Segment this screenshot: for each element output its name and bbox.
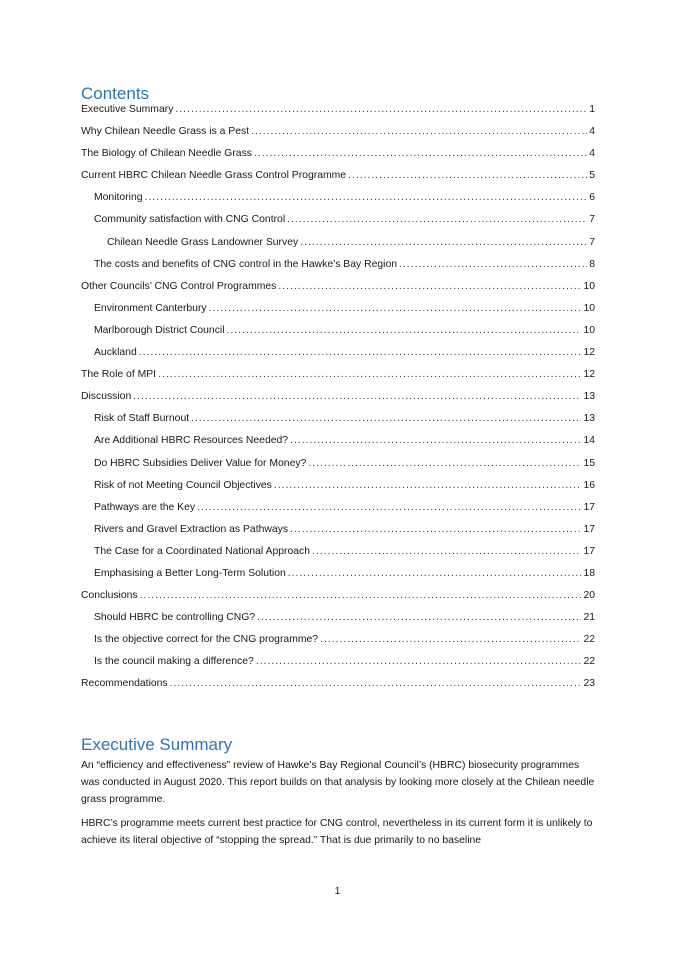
toc-leader-dots [197,502,581,513]
toc-entry-page-number: 20 [583,590,595,602]
toc-leader-dots [145,192,588,203]
toc-leader-dots [227,325,582,336]
toc-entry[interactable] [81,347,595,369]
toc-leader-dots [300,237,587,248]
toc-entry-page-number: 10 [583,324,595,336]
toc-entry-page-number: 21 [583,612,595,624]
toc-leader-dots [139,347,582,358]
toc-entry-label: Discussion [81,391,132,403]
toc-entry[interactable] [81,413,595,435]
toc-entry-label: The Case for a Coordinated National Approach [94,545,311,557]
toc-leader-dots [312,546,581,557]
toc-entry-label: Rivers and Gravel Extraction as Pathways [94,523,289,535]
toc-entry[interactable] [81,480,595,502]
toc-leader-dots [287,214,587,225]
toc-leader-dots [209,303,582,314]
toc-entry[interactable] [81,104,595,126]
toc-entry[interactable] [81,458,595,480]
toc-entry[interactable] [81,546,595,568]
toc-entry-page-number: 18 [583,567,595,579]
toc-leader-dots [308,458,581,469]
toc-leader-dots [274,480,582,491]
toc-entry[interactable] [81,148,595,170]
toc-entry[interactable] [81,303,595,325]
toc-entry-label: Auckland [94,347,137,359]
toc-entry-page-number: 22 [583,634,595,646]
toc-entry-label: Pathways are the Key [94,501,196,513]
toc-entry[interactable] [81,502,595,524]
toc-leader-dots [348,170,587,181]
page-number: 1 [334,886,341,897]
toc-leader-dots [288,568,582,579]
toc-leader-dots [133,391,581,402]
executive-summary-paragraph-2: HBRC’s programme meets current best practice for CNG control, nevertheless in its current form it is unlikely to achieve its literal objective of “stopping the spread.” That is due primarily to no baseline [81,818,593,846]
toc-entry-label: Chilean Needle Grass Landowner Survey [107,236,299,248]
toc-entry-page-number: 12 [583,369,595,381]
toc-entry[interactable] [81,656,595,678]
toc-entry-page-number: 7 [589,214,595,226]
toc-entry[interactable] [81,590,595,612]
executive-summary-heading: Executive Summary [81,735,233,754]
toc-entry[interactable] [81,325,595,347]
toc-leader-dots [290,435,581,446]
toc-leader-dots [140,590,582,601]
toc-entry[interactable] [81,237,595,259]
toc-entry-label: Is the council making a difference? [94,656,254,668]
toc-entry-page-number: 22 [583,656,595,668]
toc-entry-page-number: 13 [583,391,595,403]
toc-entry-label: Emphasising a Better Long-Term Solution [94,567,286,579]
toc-entry-page-number: 7 [589,236,595,248]
toc-entry-page-number: 10 [583,302,595,314]
toc-entry[interactable] [81,192,595,214]
toc-entry-label: Recommendations [81,678,168,690]
toc-entry-page-number: 12 [583,347,595,359]
toc-entry-label: Marlborough District Council [94,324,225,336]
toc-entry-label: The Biology of Chilean Needle Grass [81,148,252,160]
toc-entry[interactable] [81,259,595,281]
toc-leader-dots [256,656,582,667]
toc-entry-page-number: 17 [583,523,595,535]
toc-entry-page-number: 23 [583,678,595,690]
toc-entry-label: Current HBRC Chilean Needle Grass Control Programme [81,170,347,182]
toc-entry-label: Other Councils’ CNG Control Programmes [81,280,277,292]
toc-entry[interactable] [81,369,595,391]
toc-leader-dots [191,413,581,424]
toc-entry[interactable] [81,612,595,634]
toc-entry-label: Community satisfaction with CNG Control [94,214,286,226]
toc-entry-page-number: 17 [583,501,595,513]
toc-entry[interactable] [81,126,595,148]
toc-entry-label: Are Additional HBRC Resources Needed? [94,435,289,447]
toc-entry-page-number: 4 [589,148,595,160]
toc-entry[interactable] [81,435,595,457]
toc-leader-dots [290,524,581,535]
toc-entry-page-number: 8 [589,258,595,270]
toc-entry-label: The costs and benefits of CNG control in the Hawke’s Bay Region [94,258,398,270]
toc-entry-page-number: 10 [583,280,595,292]
toc-entry-label: Risk of not Meeting Council Objectives [94,479,272,491]
toc-leader-dots [170,678,582,689]
toc-leader-dots [175,104,587,115]
table-of-contents [81,104,595,701]
toc-entry-page-number: 15 [583,457,595,469]
toc-leader-dots [399,259,587,270]
toc-leader-dots [320,634,581,645]
toc-entry-page-number: 1 [589,104,595,115]
toc-entry-label: Conclusions [81,590,138,602]
toc-entry-label: Environment Canterbury [94,302,207,314]
toc-entry-label: Executive Summary [81,104,174,115]
toc-entry-label: Monitoring [94,192,143,204]
toc-leader-dots [278,281,581,292]
toc-entry-label: Why Chilean Needle Grass is a Pest [81,126,250,138]
toc-leader-dots [254,148,587,159]
toc-entry-page-number: 17 [583,545,595,557]
toc-entry-page-number: 4 [589,126,595,138]
toc-entry[interactable] [81,634,595,656]
toc-entry-page-number: 13 [583,413,595,425]
toc-entry-page-number: 16 [583,479,595,491]
toc-entry-label: Do HBRC Subsidies Deliver Value for Money? [94,457,307,469]
toc-entry[interactable] [81,524,595,546]
toc-entry[interactable] [81,170,595,192]
toc-entry-page-number: 6 [589,192,595,204]
toc-entry-label: The Role of MPI [81,369,157,381]
toc-entry[interactable] [81,281,595,303]
executive-summary-paragraph-1: An “efficiency and effectiveness” review of Hawke’s Bay Regional Council’s (HBRC) biosecurity programmes was conducted in August 2020. This report builds on that analysis by looking more closely at the Chilean needle grass programme. [81,760,595,805]
toc-entry-page-number: 5 [589,170,595,182]
toc-entry-label: Risk of Staff Burnout [94,413,190,425]
toc-leader-dots [251,126,587,137]
toc-entry[interactable] [81,391,595,413]
toc-entry-page-number: 14 [583,435,595,447]
toc-entry[interactable] [81,214,595,236]
contents-heading: Contents [81,84,150,103]
toc-leader-dots [158,369,581,380]
toc-entry-label: Should HBRC be controlling CNG? [94,612,256,624]
toc-entry-label: Is the objective correct for the CNG programme? [94,634,319,646]
toc-leader-dots [257,612,581,623]
toc-entry[interactable] [81,678,595,700]
toc-entry[interactable] [81,568,595,590]
